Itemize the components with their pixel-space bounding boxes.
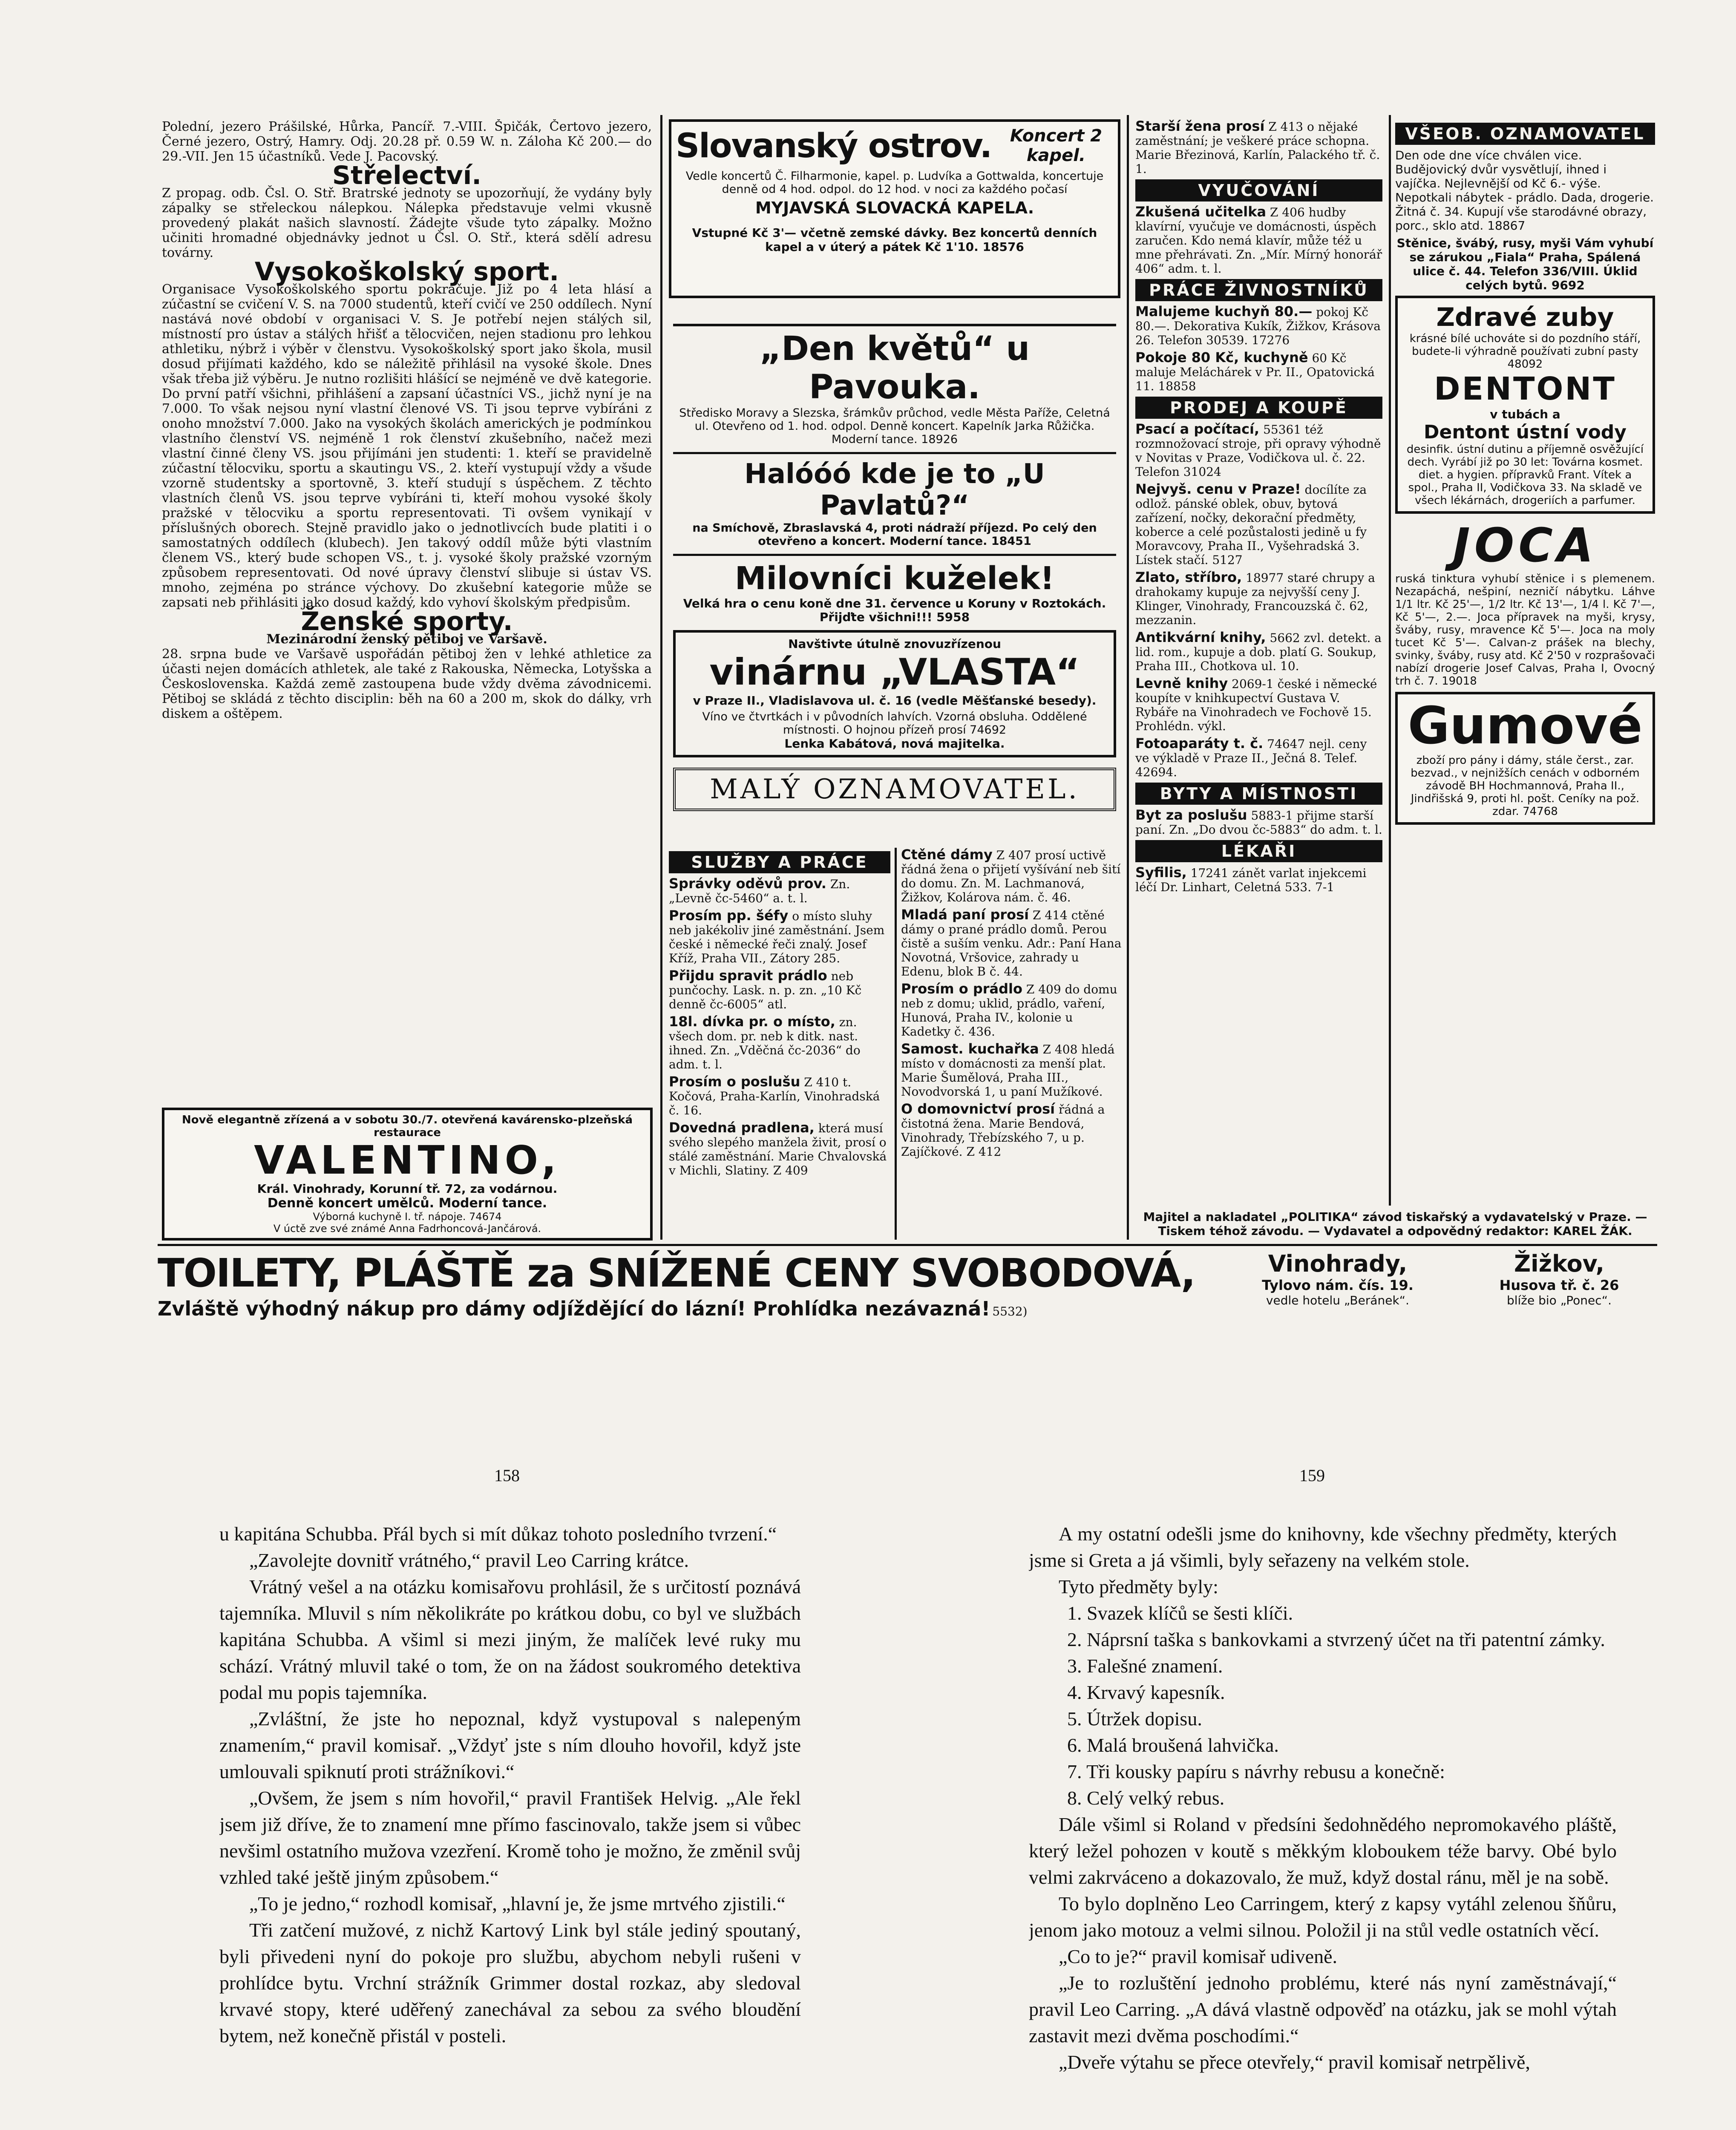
classified-item-title: Samost. kuchařka [901,1041,1039,1057]
book-paragraph: Tři zatčení mužové, z nichž Kartový Link byl stále jediný spoutaný, byli přivedeni nyní do pokoje pro službu, abychom nebyli rušeni v prohlídce bytu. Vrchní strážník Grimmer dostal rozkaz, aby sledoval krvavé stopy, které uděřený zanechával za sebou za svého bloudění bytem, než konečně přistál v posteli. [219,1919,801,2047]
banner-code: 5532) [992,1304,1028,1318]
classified-item-body: 55361 též rozmnožovací stroje, při opravy výhodně v Novitas v Praze, Vodičkova ul. č. 22. Telefon 31024 [1135,423,1381,479]
classified-item [901,982,1123,1039]
column-rule-2 [895,848,897,1240]
book-paragraph: u kapitána Schubba. Přál bych si mít důkaz tohoto posledního tvrzení.“ [219,1523,777,1545]
slovansky-ostrov-ad [669,119,1120,298]
joca-text: ruská tinktura vyhubí stěnice i s plemenem. Nezapáchá, nešpiní, nezničí nábytku. Láhve 1/1 ltr. Kč 25'—, 1/2 ltr. Kč 13'—, 1/4 l. Kč 7'—, Kč 5'—, 2.—. Joca přípravek na myši, krysy, šváby, rusy, mravence Kč 5'—. Joca na moly tucet Kč 5'—. Calvan-z prášek na blechy, svinky, šváby, rusy atd. Kč 2'50 v rozprašovači nabízí drogerie Josef Calvas, Praha I, Ovocný trh č. 7. 19018 [1395,573,1655,688]
classified-item-body: 18977 staré chrupy a drahokamy kupuje za nejvyšší ceny J. Klinger, Vinohrady, Francouzská č. 62, mezzanin. [1135,571,1375,627]
classified-item [1135,422,1382,479]
band-lekari: LÉKAŘI [1135,840,1382,862]
classified-item-title: Nejvyš. cenu v Praze! [1135,481,1301,497]
classified-item [1135,570,1382,627]
classified-item-title: Prosím o prádlo [901,981,1022,997]
vlasta-top: Navštivte útulně znovuzřízenou [788,637,1001,651]
valentino-name: VALENTINO, [254,1137,561,1183]
classified-item [1135,630,1382,673]
classified-item-title: Pokoje 80 Kč, kuchyně [1135,349,1308,366]
book-paragraph: „Zvláštní, že jste ho nepoznal, když vystupoval s nalepeným znamením,“ pravil komisař. „Vždyť jste s ním dlouho hovořil, když jste umlouvali spiknutí proti strážníkovi.“ [219,1708,801,1782]
classified-item [901,1102,1123,1159]
classified-item-body: o místo sluhy neb jakékoliv jiné zaměstnání. Jsem české i německé řeči znalý. Josef Kříž, Praha VII., Zátory 285. [669,909,885,965]
classified-item [669,969,890,1011]
classified-item-title: Zkušená učitelka [1135,204,1267,220]
valentino-line3: Denně koncert umělců. Moderní tance. [267,1196,547,1211]
classified-item-title: Malujeme kuchyň 80.— [1135,303,1313,320]
classified-item-title: Fotoaparáty t. č. [1135,735,1264,751]
classified-item-title: Starší žena prosí [1135,119,1265,134]
banner-rule [158,1244,1657,1246]
classified-column-3 [1135,119,1382,1227]
book-paragraph: Dále všiml si Roland v předsíni šedohnědého nepromokavého pláště, který ležel pohozen v koutě s měkkým kloboukem téže barvy. Obé bylo velmi zakrváceno a dokazovalo, že muž, když dostal ránu, měl je na sobě. [1029,1813,1617,1888]
classified-item [1135,866,1382,894]
classified-item [901,848,1123,904]
book-paragraph: Vrátný vešel a na otázku komisařovu prohlásil, že s určitostí poznává tajemníka. Mluvil s ním několikráte po krátkou dobu, co byl ve službách kapitána Schubba. A všiml si mezi jiným, že malíček levé ruky mu schází. Vrátný mluvil také o tom, že on na žádost soukromého detektiva podal mu popis tajemníka. [219,1576,801,1703]
classified-item-title: Ctěné dámy [901,848,993,863]
classified-item-body: pokoj Kč 80.—. Dekorativa Kukík, Žižkov, Krásova 26. Telefon 30539. 17276 [1135,305,1381,347]
classified-item-body: Z 414 ctěné dámy o prané prádlo domů. Perou čistě a suším venku. Adr.: Paní Hana Novotná, Vršovice, zahrady u Edenu, blok B č. 44. [901,908,1122,979]
classified-item [1135,305,1382,347]
zen-subheading: Mezinárodní ženský pětiboj ve Varšavě. [266,632,547,647]
vseob-block2: Stěnice, švábý, rusy, myši Vám vyhubí se zárukou „Fiala“ Praha, Spálená ulice č. 44. Telefon 336/VIII. Úklid celých bytů. 9692 [1396,236,1654,292]
banner-vin3: vedle hotelu „Beránek“. [1266,1293,1410,1307]
column-rule-3 [1127,115,1129,1240]
book-paragraph: „Je to rozluštění jednoho problému, které nás nyní zaměstnávají,“ pravil Leo Carring. „A dává vlastně odpověď na otázku, jak se mohl výtah zastavit mezi dvěma poschodími.“ [1029,1972,1617,2047]
book-page-right [1029,1521,1617,2130]
classified-item-title: Dovedná pradlena, [669,1120,815,1136]
classified-item [669,1121,890,1177]
gumove-text: zboží pro pány i dámy, stále čerst., zar. bezvad., v nejnižších cenách v odborném závodě BH Hochmannová, Praha II., Jindřišská 9, proti hl. pošt. Ceníky na pož. zdar. 74768 [1411,754,1640,818]
classified-item [901,908,1123,979]
classified-item-body: 74647 nejl. ceny ve výkladě v Praze II., Ječná 8. Telef. 42694. [1135,737,1367,779]
impressum: Majitel a nakladatel „POLITIKA“ závod tiskařský a vydavatelský v Praze. — Tiskem téhož závodu. — Vydavatel a odpovědný redaktor: KAREL ŽÁK. [1143,1210,1647,1238]
classified-item-title: O domovnictví prosí [901,1101,1055,1117]
dentont-text: desinfik. ústní dutinu a příjemně osvěžující dech. Vyrábí již po 30 let: Továrna kosmet. diet. a hygien. přípravků Frant. Vítek a spol., Praha II, Vodičkova 33. Na skladě ve všech lékárnách, drogeriích a parfumer. [1406,443,1644,507]
book-paragraph: 5. Útržek dopisu. [1067,1708,1202,1730]
svobodova-banner [158,1250,1657,1336]
classified-item [669,877,890,905]
book-paragraph: 8. Celý velký rebus. [1067,1787,1225,1809]
classified-item [669,909,890,965]
joca-title: JOCA [1452,518,1598,573]
classified-item-body: 5662 zvl. detekt. a lid. rom., kupuje a dob. platí G. Soukup, Praha III., Chotkova ul. 10. [1135,631,1382,673]
classified-services-2 [901,848,1123,1240]
classified-item [1135,737,1382,779]
vseob-block1: Den ode dne více chválen vice. Budějovický dvůr vysvětlují, ihned i vajíčka. Nejlevnější od Kč 6.- výše. Nepotkali nábytek - prádlo. Dada, drogerie. Žitná č. 34. Kupují vše starodávné obrazy, porc., sklo atd. 18867 [1395,148,1654,233]
classified-item [1135,676,1382,733]
gumove-ad [1395,692,1655,825]
valentino-ad [162,1108,653,1241]
banner-vin2: Tylovo nám. čís. 19. [1262,1277,1414,1293]
classified-item [901,1042,1123,1099]
halo-title: Halóóó kde je to „U Pavlatů?“ [744,458,1045,521]
book-page-left [219,1521,801,2130]
slovansky-price: Vstupné Kč 3'— včetně zemské dávky. Bez koncertů denních kapel a v úterý a pátek Kč 1'10. 18576 [692,226,1097,254]
vlasta-owner: Lenka Kabátová, nová majitelka. [784,737,1005,751]
classified-item-title: 18l. dívka pr. o místo, [669,1013,835,1030]
classified-item-body: zn. všech dom. pr. neb k ditk. nast. ihned. Zn. „Vděčná čc-2036“ do adm. t. l. [669,1015,861,1071]
classified-item-body: Z 408 hledá místo v domácnosti za menší plat. Marie Šumělová, Praha III., Novodvorská 1, u paní Mužíkové. [901,1042,1115,1099]
band-byty: BYTY A MÍSTNOSTI [1135,783,1382,805]
book-paragraph: To bylo doplněno Leo Carringem, který z kapsy vytáhl zelenou šňůru, jenom jako motouz a velmi silnou. Položil ji na stůl vedle ostatních věcí. [1029,1893,1617,1941]
classified-item-title: Psací a počítací, [1135,421,1260,437]
classified-item [1135,351,1382,393]
banner-ziz2: Husova tř. č. 26 [1499,1277,1619,1293]
classified-item-body: Z 413 o nějaké zaměstnání; je veškeré práce schopna. Marie Březinová, Karlín, Palackého tř. č. 1. [1135,120,1380,176]
classified-item-body: 17241 zánět varlat injekcemi léčí Dr. Linhart, Celetná 533. 7-1 [1135,866,1367,894]
page-number-left: 158 [494,1466,520,1485]
band-prace: PRÁCE ŽIVNOSTNÍKŮ [1135,279,1382,301]
book-paragraph: 6. Malá broušená lahvička. [1067,1734,1279,1756]
classified-item-body: Z 406 hudby klavírní, vyučuje ve domácnosti, úspěch zaručen. Kdo nemá klavír, může též u mne přehrávati. Zn. „Mír. Mírný honorář 406“ adm. t. l. [1135,205,1382,276]
classified-services [669,848,890,1240]
intro-text: Polední, jezero Prášilské, Hůrka, Pancíř. 7.-VIII. Špičák, Čertovo jezero, Černé jezero, Ostrý, Hamry. Odj. 20.28 př. 0.59 W. n. Záloha Kč 200.— do 29.-VII. Jen 15 účastníků. Vede J. Pacovský. [162,119,652,164]
book-paragraph: „Co to je?“ pravil komisař udiveně. [1059,1946,1338,1967]
page-number-right: 159 [1299,1466,1325,1485]
book-paragraph: Tyto předměty byly: [1059,1576,1218,1598]
column-rule-1 [660,115,662,1240]
banner-line1: TOILETY, PLÁŠTĚ za SNÍŽENÉ CENY SVOBODOVÁ, [158,1250,1195,1296]
classified-item [669,1015,890,1071]
zuby-text: krásné bílé uchováte si do pozdního stáří, budete-li výhradně používati zubní pasty 48092 [1409,332,1641,371]
classified-item-title: Mladá paní prosí [901,907,1029,923]
band-prodej: PRODEJ A KOUPĚ [1135,397,1382,419]
classified-item-body: 5883-1 přijme starší paní. Zn. „Do dvou čc-5883“ do adm. t. l. [1135,809,1382,837]
slovansky-text: Vedle koncertů Č. Filharmonie, kapel. p. Ludvíka a Gottwalda, koncertuje denně od 4 hod. odpol. do 12 hod. v noci za každého počasí [685,170,1104,196]
slovansky-koncert: Koncert 2 kapel. [1010,126,1103,165]
classified-item-body: která musí svého slepého manžela živit, prosí o stálé zaměstnání. Marie Chvalovská v Michli, Slatiny. Z 409 [669,1121,887,1177]
maly-oznamovatel: MALÝ OZNAMOVATEL. [673,768,1116,811]
classified-item-body: Z 407 prosí uctivě řádná žena o přijetí vyšívání neb šití do domu. Zn. M. Lachmanová, Žižkov, Kolárova nám. č. 46. [901,848,1121,904]
vlasta-text: Víno ve čtvrtkách i v původních lahvích. Vzorná obsluha. Oddělené místnosti. O hojnou přízeň prosí 74692 [702,710,1087,737]
classified-item-title: Prosím o poslušu [669,1074,800,1090]
milovnici-title: Milovníci kuželek! [734,560,1055,597]
valentino-line5: V úctě zve své známé Anna Fadrhoncová-Jančárová. [273,1223,541,1235]
book-paragraph: „Ovšem, že jsem s ním hovořil,“ pravil František Helvig. „Ale řekl jsem již dříve, že to znamení mne přímo fascinovalo, takže jsem si vůbec nevšiml ostatního mužova vzezření. Kromě toho je možno, že změnil svůj vzhled také ještě jiným způsobem.“ [219,1787,801,1888]
book-paragraph: 7. Tři kousky papíru s návrhy rebusu a konečně: [1067,1761,1445,1782]
classified-item-body: neb punčochy. Lask. n. p. zn. „10 Kč denně čc-6005“ atl. [669,969,862,1011]
vlasta-title: vinárnu „VLASTA“ [709,651,1080,694]
slovansky-ostrov-title: Slovanský ostrov. [676,127,992,165]
book-paragraph: 2. Náprsní taška s bankovkami a stvrzený účet na tři patentní zámky. [1067,1629,1605,1650]
classified-item-title: Byt za poslušu [1135,807,1247,823]
classified-item [1135,808,1382,837]
valentino-line1: Nově elegantně zřízená a v sobotu 30./7. otevřená kavárensko-plzeňská restaurace [181,1114,633,1139]
book-paragraph: 3. Falešné znamení. [1067,1655,1223,1677]
zuby-ad [1395,296,1655,514]
slovansky-band: MYJAVSKÁ SLOVACKÁ KAPELA. [755,199,1034,217]
classified-item [1135,119,1382,176]
classified-item-body: řádná a čistotná žena. Marie Bendová, Vinohrady, Třebízského 7, u p. Zajíčkové. Z 412 [901,1102,1105,1159]
right-ads-column [1395,119,1655,1210]
band-vseob: VŠEOB. OZNAMOVATEL [1395,123,1655,145]
zen-text: 28. srpna bude ve Varšavě uspořádán pětiboj žen v lehké athletice za účasti nejen domácích athletek, ale také z Rakouska, Německa, Lotyšska a Československa. Každá země zastoupena bude vždy dvěma závodnicemi. Pětiboj se skládá z těchto disciplin: běh na 60 a 200 m, skok do dálky, vrh diskem a oštěpem. [162,647,652,721]
gumove-title: Gumové [1408,697,1643,756]
classified-item-title: Prosím pp. šéfy [669,907,789,924]
book-paragraph: „Zavolejte dovnitř vrátného,“ pravil Leo Carring krátce. [249,1549,689,1571]
zuby-title: Zdravé zuby [1436,302,1614,332]
newspaper-clipping [158,115,1657,1338]
milovnici-text: Velká hra o cenu koně dne 31. července u Koruny v Roztokách. Přijďte všichni!!! 5958 [683,596,1106,624]
book-paragraph: „To je jedno,“ rozhodl komisař, „hlavní je, že jsme mrtvého zjistili.“ [249,1893,786,1914]
den-kvetu-text: Středisko Moravy a Slezska, šrámkův průchod, vedle Města Paříže, Celetná ul. Otevřeno od 1. hod. odpol. Denně koncert. Kapelník Jarka Růžička. Moderní tance. 18926 [679,406,1110,446]
halo-text: na Smíchově, Zbraslavská 4, proti nádraží příjezd. Po celý den otevřeno a koncert. Moderní tance. 18451 [692,521,1097,548]
classified-item-body: docílíte za odlož. pánské oblek, obuv, bytová zařízení, nočky, dekorační předměty, koberce a celé pozůstalosti jedině u fy Moravcovy, Praha II., Vyšehradská 3. Lístek stačí. 5127 [1135,483,1367,567]
vlasta-ad [673,630,1116,757]
dentont-tubes: v tubách a [1490,407,1560,421]
dentont-title: DENTONT [1434,371,1616,407]
classified-item [669,1075,890,1117]
classified-item-body: 60 Kč maluje Meláchárek v Pr. II., Opatovická 11. 18858 [1135,351,1375,393]
den-kvetu-title: „Den květů“ u Pavouka. [673,324,1116,406]
classified-item-body: 2069-1 české i německé koupíte v knihkupectví Gustava V. Rybáře na Vinohradech ve Fochově 15. Prohlédn. výkl. [1135,677,1377,733]
classified-item-title: Antikvární knihy, [1135,629,1266,645]
classified-item-title: Zlato, stříbro, [1135,569,1242,585]
den-kvetu-ad [669,320,1120,831]
banner-line2: Zvláště výhodný nákup pro dámy odjíždějící do lázní! Prohlídka nezávazná! [158,1297,990,1320]
classified-item-body: Zn. „Levně čc-5460“ a. t. l. [669,877,850,905]
classified-item-body: Z 409 do domu neb z domu; uklid, prádlo, vaření, Hunová, Praha IV., kolonie u Kadetky č. 436. [901,982,1117,1039]
classified-item-title: Levně knihy [1135,675,1228,691]
classified-item-title: Syfilis, [1135,864,1187,881]
book-paragraph: 1. Svazek klíčů se šesti klíči. [1067,1602,1293,1624]
valentino-line4: Výborná kuchyně I. tř. nápoje. 74674 [313,1211,502,1223]
strelectvi-text: Z propag. odb. Čsl. O. Stř. Bratrské jednoty se upozorňují, že vydány byly zápalky se střeleckou nálepkou. Nálepka představuje velmi vkusně provedený plakát našich slavností. Žádejte všude tyto zápalky. Možno učiniti hromadné objednávky jednot u Čsl. O. Stř., která sdělí adresu továrny. [162,186,652,260]
banner-ziz3: blíže bio „Ponec“. [1506,1293,1612,1307]
column-rule-4 [1389,115,1391,1206]
vlasta-addr: v Praze II., Vladislavova ul. č. 16 (vedle Měšťanské besedy). [693,694,1097,708]
classified-item [1135,205,1382,276]
book-paragraph: A my ostatní odešli jsme do knihovny, kde všechny předměty, kterých jsme si Greta a já všimli, byly seřazeny na velkém stole. [1029,1523,1617,1571]
heading-strelectvi: Střelectví. [332,161,482,190]
vs-text: Organisace Vysokoškolského sportu pokračuje. Již po 4 leta hlásí a zúčastní se cvičení V. S. na 7000 studentů, kteří cvičí ve 250 oddílech. Nyní nastává nové období v organisaci V. S. Je potřebí nejen stálých sil, místností pro ústav a stálých hřišť a tělocvičen, nejen stadionu pro lehkou athletiku, nýbrž i výběr v členstvu. Vysokoškolský sport jako škola, musil dosud přijímati každého, kdo se náležitě přihlásil na vysoké škole. Dnes však třeba již výběru. Je nutno rozlišiti hlášící se nejméně ve dvě kategorie. Do první patří všichni, přihlášení a zapsaní účastníci VS., jichž nyní je na 7.000. To však nejsou nyní vlastní členové VS. Ti jsou teprve vybíráni z onoho množství 7.000. Jako na vysokých školách amerických je podmínkou vlastního členství VS. nejméně 1 rok členství zkušebního, načež mezi vlastní činné členy VS. jsou přijímáni jen studenti: 1. kteří se pravidelně zúčastní tělocviku, sportu a skautingu VS., 2. kteří vystupují vždy a všude vzorně studentsky a sportovně, 3. kteří studují s úspěchem. Z těchto vlastních členů VS. jsou teprve vybíráni ti, kteří mohou vysoké školy pražské v tělocviku a sportu representovati. Ti ovšem vynikají v příslušných oborech. Stejně pravidlo jako o jednotlivcích bude platiti i o samostatných oddílech (klubech). Jen takový oddíl může býti vlastním členem VS., který bude schopen VS., t. j. vysoké školy pražské vzorným způsobem representovati. Od nové úpravy členství slibuje si ústav VS. mnoho, zejména po stránce výchovy. Do zkušební kategorie může se zapsati neb přihlásiti jako dosud každý, kdo vyhoví školským předpisům. [162,282,652,610]
heading-vysokoskolsky-sport: Vysokoškolský sport. [254,257,559,287]
band-vyucovani: VYUČOVÁNÍ [1135,179,1382,201]
classified-item-body: Z 410 t. Kočová, Praha-Karlín, Vinohradská č. 16. [669,1075,880,1117]
band-sluzby: SLUŽBY A PRÁCE [669,851,890,873]
heading-zenske-sporty: Ženské sporty. [301,607,513,636]
left-news-column [162,119,652,1099]
banner-vin: Vinohrady, [1268,1250,1408,1277]
classified-item [1135,482,1382,567]
classified-item-title: Správky oděvů prov. [669,875,826,892]
book-paragraph: 4. Krvavý kapesník. [1067,1681,1225,1703]
dentont-water: Dentont ústní vody [1424,421,1627,443]
book-paragraph: „Dveře výtahu se přece otevřely,“ pravil komisař netrpělivě, [1059,2051,1530,2073]
valentino-line2: Král. Vinohrady, Korunní tř. 72, za vodárnou. [257,1182,558,1196]
classified-item-title: Přijdu spravit prádlo [669,967,827,984]
banner-ziz: Žižkov, [1514,1250,1604,1277]
